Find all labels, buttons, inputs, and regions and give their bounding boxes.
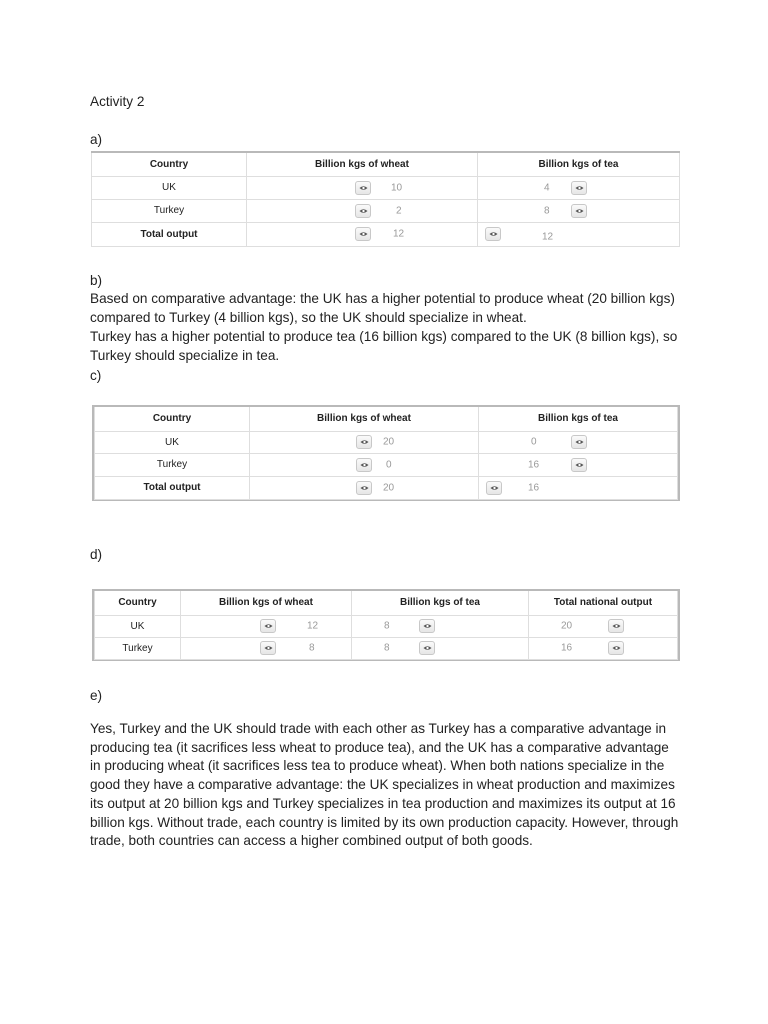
tea-value: 12 [542, 231, 554, 243]
tea-cell [478, 222, 680, 246]
table-row [92, 222, 680, 246]
wheat-cell [181, 615, 352, 637]
eye-icon[interactable] [355, 181, 371, 195]
column-header: Total national output [529, 591, 678, 615]
eye-icon[interactable] [571, 435, 587, 449]
eye-icon[interactable] [571, 204, 587, 218]
eye-icon[interactable] [486, 481, 502, 495]
tea-value: 4 [544, 182, 550, 194]
total-cell [529, 637, 678, 659]
tea-value: 0 [531, 436, 537, 448]
tea-value: 16 [528, 482, 540, 493]
tea-cell [478, 199, 680, 222]
table-row [95, 637, 678, 659]
country-cell: Total output [95, 476, 250, 499]
tea-cell [352, 615, 529, 637]
part-b-label: b) [90, 273, 103, 288]
part-c-label: c) [90, 368, 102, 383]
tea-value: 16 [528, 459, 540, 470]
wheat-cell [250, 476, 479, 499]
eye-icon[interactable] [355, 227, 371, 241]
country-cell: UK [95, 615, 181, 637]
column-header: Country [92, 152, 247, 176]
table-a [91, 151, 680, 247]
wheat-value: 12 [307, 620, 319, 632]
table-row [95, 615, 678, 637]
tea-value: 8 [384, 620, 390, 632]
eye-icon[interactable] [608, 619, 624, 633]
column-header: Country [95, 407, 250, 431]
eye-icon[interactable] [608, 641, 624, 655]
wheat-value: 2 [396, 205, 402, 217]
table-row [92, 176, 680, 199]
part-a-label: a) [90, 132, 103, 147]
wheat-cell [250, 453, 479, 476]
column-header: Country [95, 591, 181, 615]
wheat-value: 10 [391, 182, 403, 194]
eye-icon[interactable] [356, 481, 372, 495]
wheat-value: 0 [386, 459, 392, 470]
part-b-paragraph-1: Based on comparative advantage: the UK has a higher potential to produce wheat (20 billion kgs) compared to Turkey (4 billion kgs), so the UK should specialize in wheat. [90, 291, 675, 325]
total-value: 20 [561, 620, 573, 632]
wheat-cell [247, 222, 478, 246]
tea-cell [479, 476, 678, 499]
table-row [95, 431, 678, 453]
tea-cell [479, 431, 678, 453]
wheat-value: 12 [393, 228, 405, 240]
table-row [95, 453, 678, 476]
country-cell: Turkey [92, 199, 247, 222]
part-e-label: e) [90, 688, 103, 703]
tea-cell [478, 176, 680, 199]
total-value: 16 [561, 642, 573, 654]
country-cell: Total output [92, 222, 247, 246]
column-header: Billion kgs of tea [352, 591, 529, 615]
tea-cell [479, 453, 678, 476]
eye-icon[interactable] [571, 458, 587, 472]
eye-icon[interactable] [485, 227, 501, 241]
tea-cell [352, 637, 529, 659]
part-b-paragraph-2: Turkey has a higher potential to produce tea (16 billion kgs) compared to the UK (8 billion kgs), so Turkey should specialize in tea. [90, 329, 678, 363]
column-header: Billion kgs of wheat [247, 152, 478, 176]
column-header: Billion kgs of tea [478, 152, 680, 176]
eye-icon[interactable] [419, 641, 435, 655]
table-row [95, 476, 678, 499]
table-d [92, 589, 680, 661]
country-cell: UK [92, 176, 247, 199]
country-cell: UK [95, 431, 250, 453]
table-c [92, 405, 680, 501]
activity-heading: Activity 2 [90, 94, 145, 109]
country-cell: Turkey [95, 637, 181, 659]
wheat-cell [250, 431, 479, 453]
column-header: Billion kgs of wheat [250, 407, 479, 431]
eye-icon[interactable] [260, 619, 276, 633]
wheat-value: 20 [383, 482, 395, 493]
eye-icon[interactable] [355, 204, 371, 218]
wheat-cell [247, 176, 478, 199]
wheat-cell [181, 637, 352, 659]
tea-value: 8 [384, 642, 390, 654]
wheat-value: 8 [309, 642, 315, 654]
total-cell [529, 615, 678, 637]
table-row [92, 199, 680, 222]
column-header: Billion kgs of wheat [181, 591, 352, 615]
part-e-paragraph: Yes, Turkey and the UK should trade with each other as Turkey has a comparative advantage in producing tea (it sacrifices less wheat to produce tea), and the UK has a comparative advantage in producing wheat (it sacrifices less tea to produce wheat). When both nations specialize in the good they have a comparative advantage: the UK specializes in wheat production and maximizes its output at 20 billion kgs and Turkey specializes in tea production and maximizes its output at 16 billion kgs. Without trade, each country is limited by its own production capacity. However, through trade, both countries can access a higher combined output of both goods. [90, 721, 679, 849]
eye-icon[interactable] [356, 458, 372, 472]
wheat-cell [247, 199, 478, 222]
eye-icon[interactable] [356, 435, 372, 449]
column-header: Billion kgs of tea [479, 407, 678, 431]
part-d-label: d) [90, 547, 103, 562]
tea-value: 8 [544, 205, 550, 217]
country-cell: Turkey [95, 453, 250, 476]
wheat-value: 20 [383, 436, 395, 448]
eye-icon[interactable] [260, 641, 276, 655]
eye-icon[interactable] [571, 181, 587, 195]
eye-icon[interactable] [419, 619, 435, 633]
